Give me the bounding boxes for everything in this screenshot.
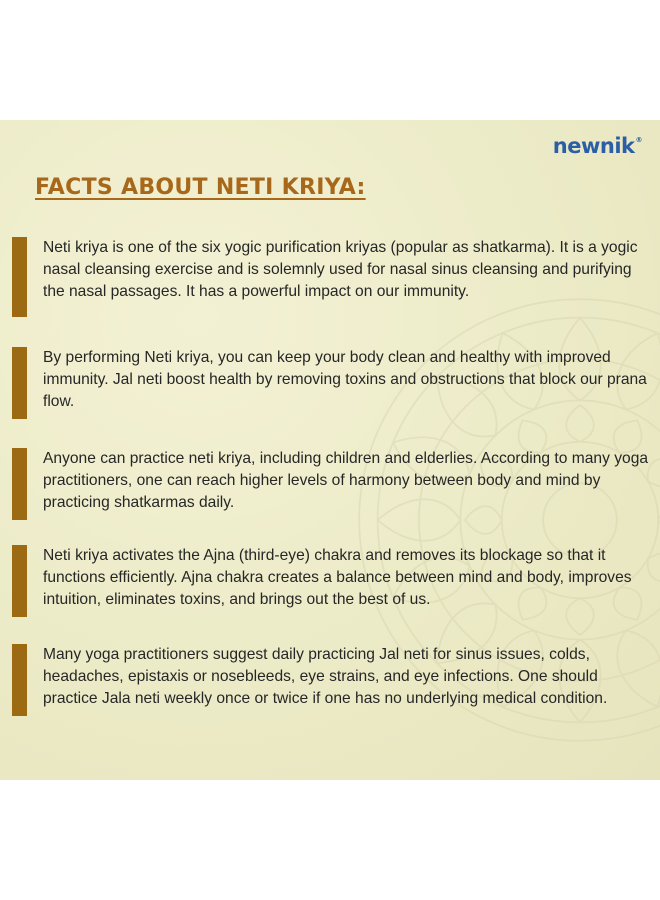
accent-bar: [12, 644, 27, 716]
trademark-symbol: ®: [635, 136, 642, 144]
fact-text: Neti kriya activates the Ajna (third-eye) chakra and removes its blockage so that it functions efficiently. Ajna chakra creates a balance between mind and body, improves intuition, eliminates toxins, and brings out the best of us.: [43, 547, 632, 608]
brand-logo: [553, 134, 642, 158]
accent-bar: [12, 347, 27, 419]
accent-bar: [12, 237, 27, 317]
page-title: FACTS ABOUT NETI KRIYA:: [35, 175, 366, 200]
accent-bar: [12, 448, 27, 520]
fact-text: Neti kriya is one of the six yogic purification kriyas (popular as shatkarma). It is a yogic nasal cleansing exercise and is solemnly used for nasal sinus cleansing and purifying the nasal passages. It has a powerful impact on our immunity.: [43, 239, 638, 300]
facts-panel: [0, 120, 660, 780]
accent-bar: [12, 545, 27, 617]
fact-text: Anyone can practice neti kriya, including children and elderlies. According to many yoga practitioners, one can reach higher levels of harmony between body and mind by practicing shatkarmas daily.: [43, 450, 649, 511]
fact-text: By performing Neti kriya, you can keep your body clean and healthy with improved immunity. Jal neti boost health by removing toxins and obstructions that block our prana flow.: [43, 349, 647, 410]
brand-name: newnik: [552, 134, 635, 158]
fact-text: Many yoga practitioners suggest daily practicing Jal neti for sinus issues, colds, headaches, epistaxis or nosebleeds, eye strains, and eye infections. One should practice Jala neti weekly once or twice if one has no underlying medical condition.: [43, 646, 608, 707]
